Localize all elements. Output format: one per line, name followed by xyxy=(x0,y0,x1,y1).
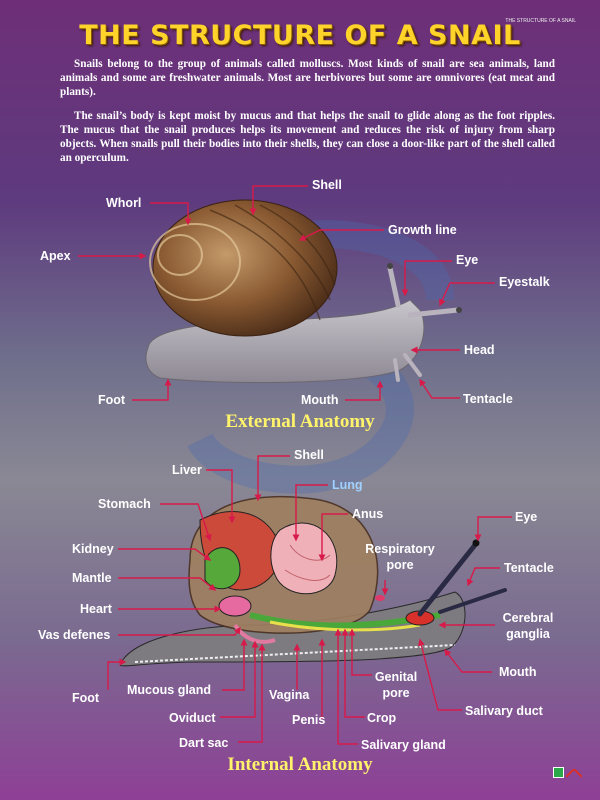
label-int-lung: Lung xyxy=(332,478,363,492)
label-ext-whorl: Whorl xyxy=(106,196,142,210)
label-ext-shell: Shell xyxy=(312,178,342,192)
label-int-mucous-gland: Mucous gland xyxy=(127,683,212,697)
label-int-anus: Anus xyxy=(352,507,384,521)
label-int-cerebral-ganglia-1: Cerebral xyxy=(502,611,554,625)
label-int-crop: Crop xyxy=(367,711,397,725)
label-ext-head: Head xyxy=(464,343,495,357)
page-title: THE STRUCTURE OF A SNAIL xyxy=(79,20,521,51)
label-int-stomach: Stomach xyxy=(98,497,151,511)
label-ext-eyestalk: Eyestalk xyxy=(499,275,550,289)
label-ext-growth-line: Growth line xyxy=(388,223,457,237)
intro-paragraph-2: The snail’s body is kept moist by mucus and that helps the snail to glide along as the foot ripples. The mucus that the snail produces helps its movement and reduces the risk of injury from sharp objects. When snails pull their bodies into their shells, they can close a door-like part of the shell called an operculum. xyxy=(60,110,555,164)
label-int-eye: Eye xyxy=(515,510,538,524)
label-int-genital-pore-1: Genital xyxy=(374,670,418,684)
label-int-dart-sac: Dart sac xyxy=(179,736,229,750)
label-int-salivary-gland: Salivary gland xyxy=(361,738,446,752)
external-shell xyxy=(153,200,337,336)
label-int-cerebral-ganglia-2: ganglia xyxy=(506,627,550,641)
label-ext-mouth: Mouth xyxy=(301,393,339,407)
label-int-shell: Shell xyxy=(294,448,324,462)
label-int-respiratory-pore-1: Respiratory xyxy=(365,542,435,556)
label-int-vas-defenes: Vas defenes xyxy=(38,628,111,642)
label-int-liver: Liver xyxy=(172,463,202,477)
label-int-kidney: Kidney xyxy=(72,542,114,556)
label-int-heart: Heart xyxy=(80,602,112,616)
label-int-salivary-duct: Salivary duct xyxy=(465,704,543,718)
label-ext-apex: Apex xyxy=(40,249,71,263)
label-int-tentacle: Tentacle xyxy=(504,561,554,575)
label-int-mouth: Mouth xyxy=(499,665,537,679)
label-int-respiratory-pore-2: pore xyxy=(386,558,414,572)
corner-tag: THE STRUCTURE OF A SNAIL xyxy=(505,18,576,24)
internal-snail xyxy=(120,497,505,666)
brand-logo-icon xyxy=(566,766,582,776)
publisher-logo-icon xyxy=(553,767,564,778)
label-int-penis: Penis xyxy=(292,713,326,727)
external-anatomy-heading: External Anatomy xyxy=(225,411,375,432)
intro-paragraph-1: Snails belong to the group of animals called molluscs. Most kinds of snail are sea animals, land animals and some are freshwater animals. Most are herbivores but some are omnivores (eat meat and plants). xyxy=(60,58,555,98)
label-ext-foot: Foot xyxy=(98,393,126,407)
label-int-vagina: Vagina xyxy=(269,688,310,702)
internal-anatomy-heading: Internal Anatomy xyxy=(227,754,373,775)
label-int-foot: Foot xyxy=(72,691,100,705)
label-ext-tentacle: Tentacle xyxy=(463,392,513,406)
label-int-genital-pore-2: pore xyxy=(382,686,410,700)
label-int-oviduct: Oviduct xyxy=(169,711,216,725)
label-int-mantle: Mantle xyxy=(72,571,112,585)
label-ext-eye: Eye xyxy=(456,253,479,267)
